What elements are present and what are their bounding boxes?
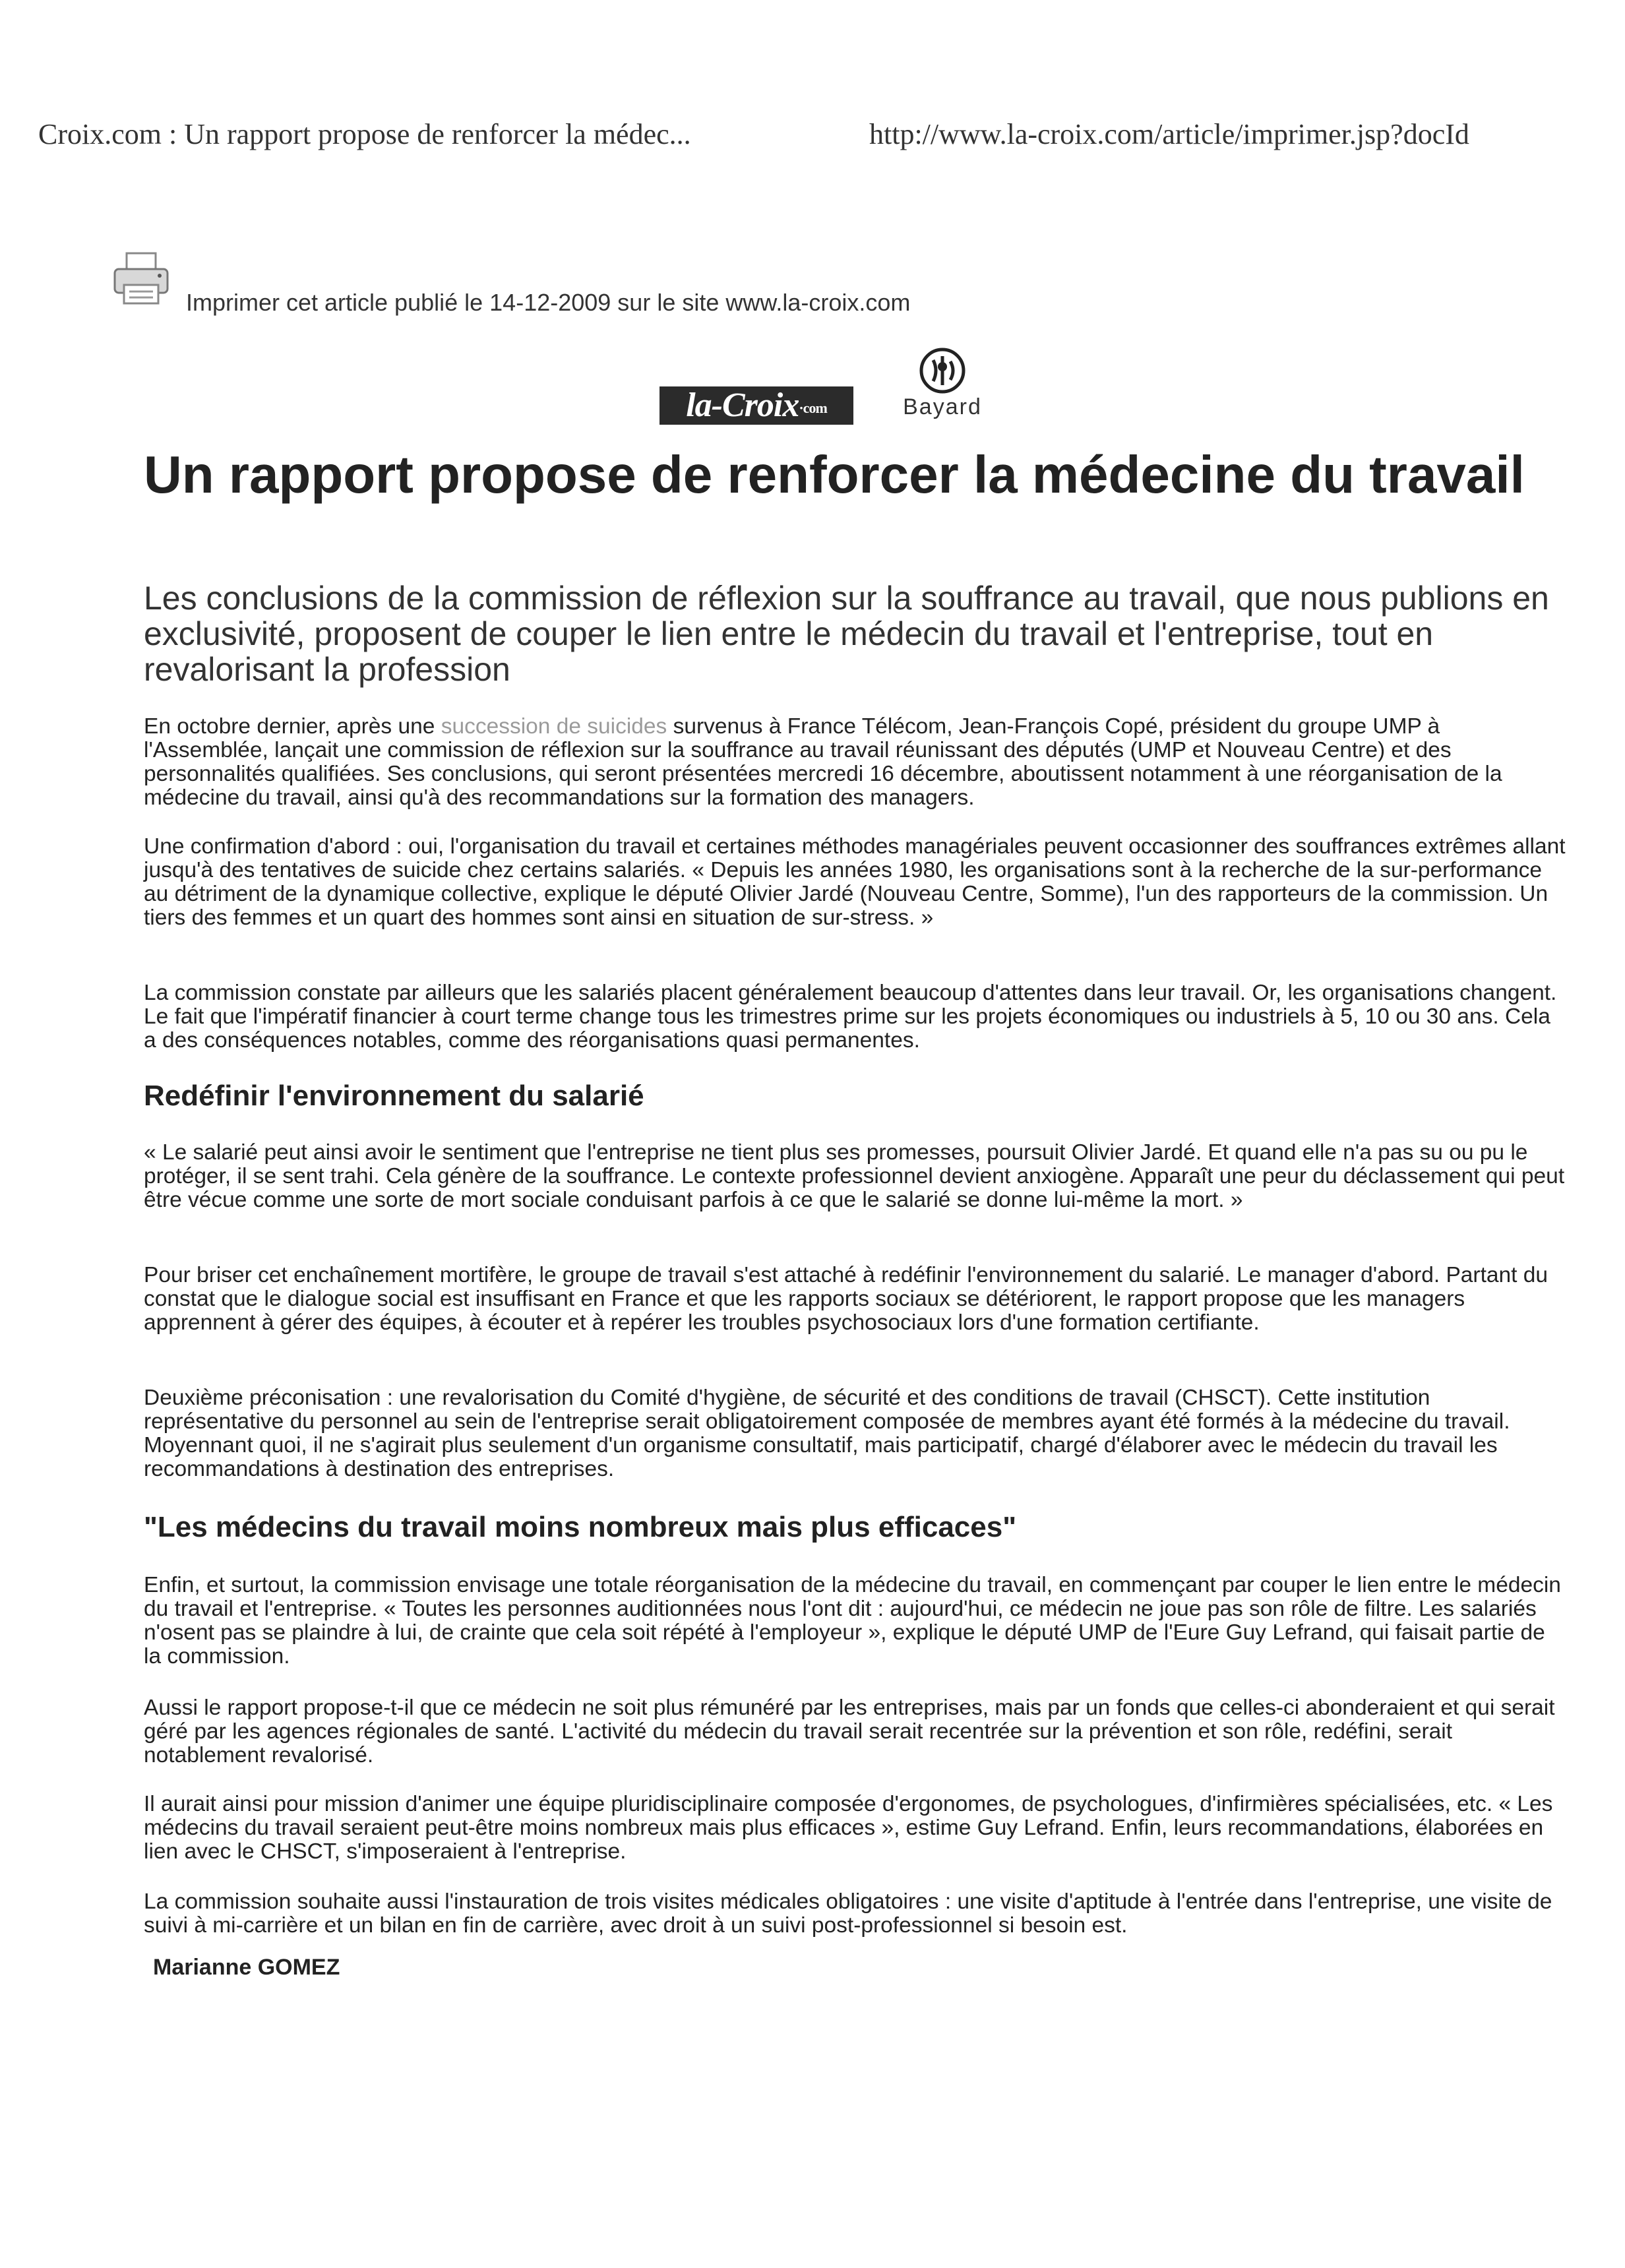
section-heading: "Les médecins du travail moins nombreux mais plus efficaces": [144, 1511, 1017, 1543]
article-lead: Les conclusions de la commission de réflexion sur la souffrance au travail, que nous publions en exclusivité, proposent de couper le lien entre le médecin du travail et l'entreprise, tout en revalorisant la profession: [144, 580, 1549, 688]
article-paragraph: La commission constate par ailleurs que les salariés placent généralement beaucoup d'attentes dans leur travail. Or, les organisations changent. Le fait que l'impératif financier à court terme change tous les trimestres prime sur les projets économiques ou industriels à 5, 10 ou 30 ans. Cela a des conséquences notables, comme des réorganisations quasi permanentes.: [144, 981, 1557, 1053]
article-paragraph: La commission souhaite aussi l'instauration de trois visites médicales obligatoires : une visite d'aptitude à l'entrée dans l'entreprise, une visite de suivi à mi-carrière et un bilan en fin de carrière, avec droit à un suivi post-professionnel si besoin est.: [144, 1889, 1552, 1938]
article-paragraph: Enfin, et surtout, la commission envisage une totale réorganisation de la médecine du travail, en commençant par couper le lien entre le médecin du travail et l'entreprise. « Toutes les personnes auditionnées nous l'ont dit : aujourd'hui, ce médecin ne joue pas son rôle de filtre. Les salariés n'osent pas se plaindre à lui, de crainte que cela soit répété à l'employeur », explique le député UMP de l'Eure Guy Lefrand, qui faisait partie de la commission.: [144, 1573, 1561, 1669]
article-paragraph: Deuxième préconisation : une revalorisation du Comité d'hygiène, de sécurité et des conditions de travail (CHSCT). Cette institution représentative du personnel au sein de l'entreprise serait obligatoirement composée de membres ayant été formés à la médecine du travail. Moyennant quoi, il ne s'agirait plus seulement d'un organisme consultatif, mais participatif, chargé d'élaborer avec le médecin du travail les recommandations à destination des entreprises.: [144, 1386, 1510, 1481]
paragraph-text: En octobre dernier, après une: [144, 714, 441, 739]
suicides-link[interactable]: succession de suicides: [441, 714, 667, 739]
article-paragraph: [144, 715, 1568, 810]
bayard-emblem-icon: [919, 347, 966, 394]
browser-page-title: Croix.com : Un rapport propose de renforcer la médec...: [38, 118, 691, 150]
article-paragraph: Aussi le rapport propose-t-il que ce médecin ne soit plus rémunéré par les entreprises, mais par un fonds que celles-ci abonderaient et qui serait géré par les agences régionales de santé. L'activité du médecin du travail serait recentrée sur la prévention et son rôle, redéfini, serait notablement revalorisé.: [144, 1696, 1555, 1767]
article-title: Un rapport propose de renforcer la médecine du travail: [144, 445, 1525, 504]
la-croix-logo-suffix: ·com: [799, 400, 827, 417]
article-paragraph: Il aurait ainsi pour mission d'animer une équipe pluridisciplinaire composée d'ergonomes, de psychologues, d'infirmières spécialisées, etc. « Les médecins du travail seraient peut-être moins nombreux mais plus efficaces », estime Guy Lefrand. Enfin, leurs recommandations, élaborées en lien avec le CHSCT, s'imposeraient à l'entreprise.: [144, 1792, 1553, 1864]
article-paragraph: « Le salarié peut ainsi avoir le sentiment que l'entreprise ne tient plus ses promesses, poursuit Olivier Jardé. Et quand elle n'a pas su ou pu le protéger, il se sent trahi. Cela génère de la souffrance. Le contexte professionnel devient anxiogène. Apparaît une peur du déclassement qui peut être vécue comme une sorte de mort sociale conduisant parfois à ce que le salarié se donne lui-même la mort. »: [144, 1140, 1565, 1212]
browser-page-url[interactable]: http://www.la-croix.com/article/imprimer.jsp?docId: [869, 118, 1469, 150]
la-croix-logo: [659, 386, 853, 425]
article-author: Marianne GOMEZ: [153, 1955, 340, 1980]
bayard-logo-text: Bayard: [903, 394, 982, 419]
article-paragraph: Pour briser cet enchaînement mortifère, le groupe de travail s'est attaché à redéfinir l'environnement du salarié. Le manager d'abord. Partant du constat que le dialogue social est insuffisant en France et que les rapports sociaux se détériorent, le rapport propose que les managers apprennent à gérer des équipes, à écouter et à repérer les troubles psychosociaux lors d'une formation certifiante.: [144, 1263, 1548, 1335]
la-croix-logo-text: la-Croix: [686, 386, 799, 424]
paragraph-text: survenus à France Télécom, Jean-François Copé, président du groupe UMP à l'Assemblée, lançait une commission de réflexion sur la souffrance au travail réunissant des députés (UMP et Nouveau Centre) et des personnalités qualifiées. Ses conclusions, qui seront présentées mercredi 16 décembre, aboutissent notamment à une réorganisation de la médecine du travail, ainsi qu'à des recommandations sur la formation des managers.: [144, 714, 1502, 810]
bayard-logo: [893, 347, 992, 426]
printer-icon[interactable]: [112, 251, 170, 306]
article-paragraph: Une confirmation d'abord : oui, l'organisation du travail et certaines méthodes managériales peuvent occasionner des souffrances extrêmes allant jusqu'à des tentatives de suicide chez certains salariés. « Depuis les années 1980, les organisations sont à la recherche de la sur-performance au détriment de la dynamique collective, explique le député Olivier Jardé (Nouveau Centre, Somme), l'un des rapporteurs de la commission. Un tiers des femmes et un quart des hommes sont ainsi en situation de sur-stress. »: [144, 834, 1566, 930]
section-heading: Redéfinir l'environnement du salarié: [144, 1080, 644, 1112]
print-article-text[interactable]: Imprimer cet article publié le 14-12-2009 sur le site www.la-croix.com: [186, 289, 911, 316]
